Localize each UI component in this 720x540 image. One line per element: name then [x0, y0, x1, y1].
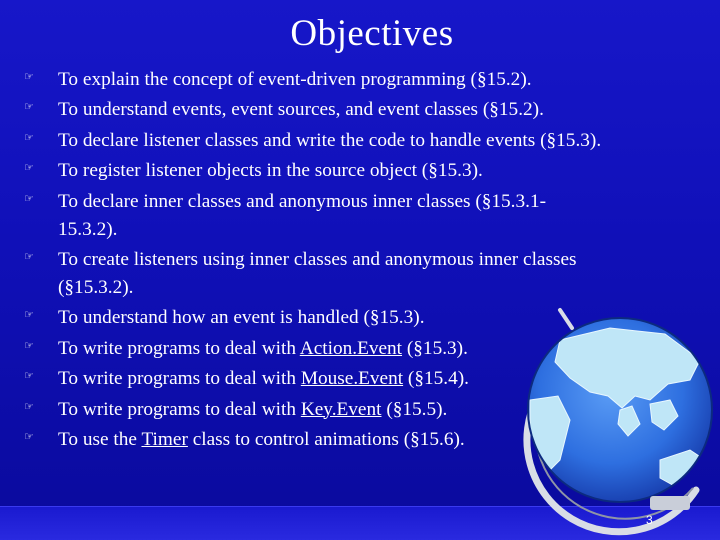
bullet-text: class to control animations (§15.6).	[187, 428, 465, 450]
bullet-item	[24, 188, 694, 244]
bullet-item	[24, 157, 694, 185]
bullet-text: To write programs to deal with	[58, 368, 301, 390]
bullet-item	[24, 66, 694, 94]
pointing-hand-icon: ☞	[24, 308, 34, 322]
timer-link[interactable]: Timer	[141, 428, 188, 450]
bullet-text: To write programs to deal with	[58, 337, 300, 359]
bullet-text: To register listener objects in the source object (§15.3).	[58, 160, 483, 182]
pointing-hand-icon: ☞	[24, 161, 34, 175]
bullet-item	[24, 96, 694, 124]
mouse-event-link[interactable]: Mouse.Event	[300, 368, 404, 390]
pointing-hand-icon: ☞	[24, 369, 34, 383]
globe-decoration	[500, 300, 720, 540]
bullet-text: To use the	[58, 428, 142, 450]
pointing-hand-icon: ☞	[24, 338, 34, 352]
action-event-link[interactable]: Action.Event	[299, 337, 403, 359]
bullet-text: To create listeners using inner classes and anonymous inner classes	[58, 248, 577, 270]
bullet-text-continuation: (§15.3.2).	[58, 276, 134, 298]
bullet-text: (§15.4).	[403, 368, 469, 390]
bullet-text: To declare listener classes and write the code to handle events (§15.3).	[58, 129, 602, 151]
bullet-text-continuation: 15.3.2).	[58, 218, 118, 240]
bullet-item	[24, 246, 694, 302]
pointing-hand-icon: ☞	[24, 191, 34, 205]
pointing-hand-icon: ☞	[24, 429, 34, 443]
bullet-text: To understand events, event sources, and event classes (§15.2).	[58, 99, 544, 121]
pointing-hand-icon: ☞	[24, 100, 34, 114]
bullet-item	[24, 127, 694, 155]
page-number: 3	[646, 513, 653, 527]
bullet-text: (§15.5).	[381, 398, 448, 420]
globe-icon	[500, 300, 720, 540]
pointing-hand-icon: ☞	[24, 399, 34, 413]
bullet-text: (§15.3).	[402, 337, 468, 359]
bullet-text: To declare inner classes and anonymous inner classes (§15.3.1-	[58, 190, 547, 212]
bullet-text: To write programs to deal with	[58, 398, 301, 420]
bullet-text: To explain the concept of event-driven programming (§15.2).	[58, 69, 532, 90]
key-event-link[interactable]: Key.Event	[300, 398, 382, 420]
pointing-hand-icon: ☞	[24, 70, 34, 83]
slide-title: Objectives	[290, 13, 454, 54]
pointing-hand-icon: ☞	[24, 130, 34, 144]
pointing-hand-icon: ☞	[24, 249, 34, 263]
bullet-text: To understand how an event is handled (§15.3).	[58, 307, 425, 329]
